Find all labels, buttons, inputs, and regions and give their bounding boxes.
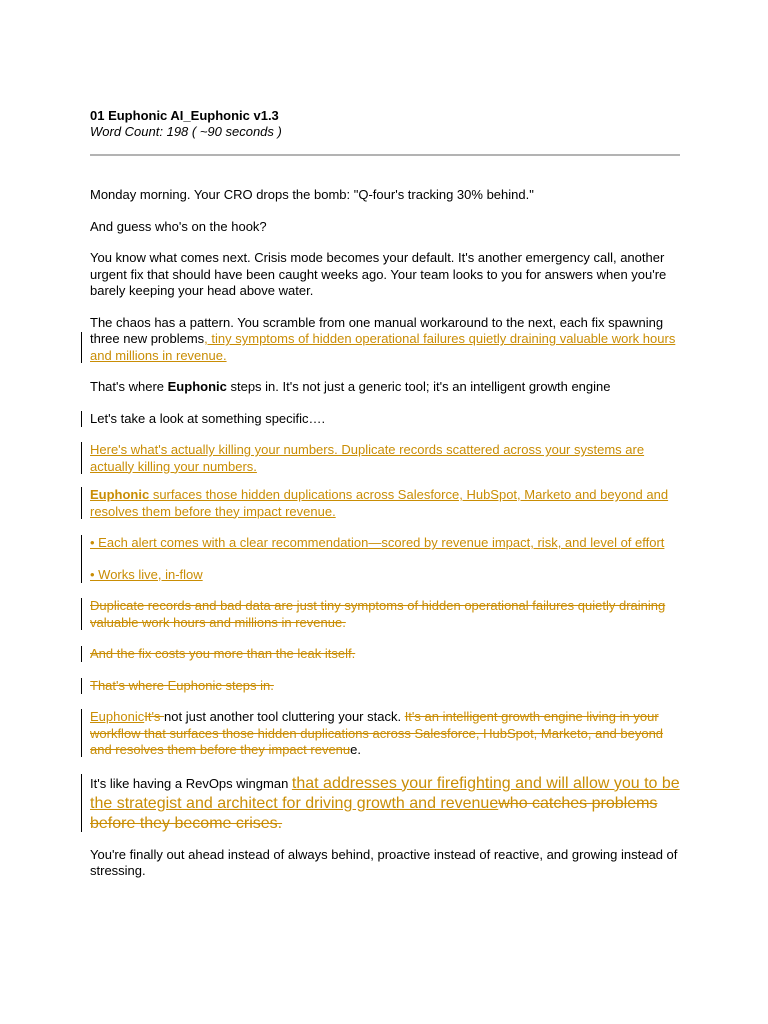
change-bar — [81, 678, 82, 694]
paragraph-tool — [90, 709, 680, 759]
paragraph-steps-deleted — [90, 678, 680, 695]
document-title: 01 Euphonic AI_Euphonic v1.3 — [90, 108, 279, 123]
paragraph-fix-deleted — [90, 646, 680, 663]
change-bar — [81, 332, 82, 363]
paragraph-alert — [90, 535, 680, 552]
insertion-bold: Euphonic — [90, 487, 150, 502]
paragraph-surfaces — [90, 487, 680, 520]
change-bar — [81, 598, 82, 630]
change-bar — [81, 774, 82, 832]
change-bar — [81, 487, 82, 519]
paragraph-hook: And guess who's on the hook? — [90, 218, 267, 234]
text-run: Let's take a look at something specific…. — [90, 410, 326, 426]
insertion: • Works live, in-flow — [90, 566, 203, 582]
header-divider — [90, 154, 680, 156]
insertion: surfaces those hidden duplications across Salesforce, HubSpot, Marketo and beyond and resolves them before they impact revenue. — [90, 487, 669, 519]
change-bar — [81, 567, 82, 583]
deletion: It's — [144, 709, 165, 724]
paragraph-killing — [90, 442, 680, 475]
paragraph-live — [90, 567, 680, 584]
text-run: e. — [350, 742, 361, 757]
paragraph-chaos — [90, 315, 680, 365]
paragraph-wingman — [90, 774, 680, 834]
deletion: And the fix costs you more than the leak itself. — [90, 646, 356, 661]
paragraph-closing: You're finally out ahead instead of always behind, proactive instead of reactive, and growing instead of stressing. — [90, 846, 678, 878]
paragraph-duplicate-deleted — [90, 598, 680, 631]
change-bar — [81, 411, 82, 427]
text-run: steps in. It's not just a generic tool; it's an intelligent growth engine — [226, 379, 611, 394]
text-run: not just another tool cluttering your stack. — [164, 709, 405, 724]
paragraph-specific — [90, 411, 680, 428]
change-bar — [81, 535, 82, 567]
text-run: It's like having a RevOps wingman — [90, 775, 292, 791]
document-subtitle: Word Count: 198 ( ~90 seconds ) — [90, 124, 282, 139]
insertion: Euphonic — [90, 709, 145, 724]
insertion: that addresses your firefighting and will allow you to be the strategist and architect for driving growth and revenue — [90, 774, 680, 812]
bold-euphonic: Euphonic — [167, 379, 227, 394]
text-run: The chaos has a pattern. You scramble from one manual workaround to the next, each fix spawning three new problems — [90, 314, 664, 346]
change-bar — [81, 442, 82, 474]
document-page — [90, 108, 680, 880]
paragraph-steps-in — [90, 379, 680, 396]
insertion: , tiny symptoms of hidden operational failures quietly draining valuable work hours and millions in revenue. — [90, 331, 676, 363]
insertion: • Each alert comes with a clear recommendation—scored by revenue impact, risk, and level of effort — [90, 535, 665, 550]
deletion: Duplicate records and bad data are just tiny symptoms of hidden operational failures quietly draining valuable work hours and millions in revenue. — [90, 598, 666, 630]
deletion: That's where Euphonic steps in. — [90, 677, 274, 693]
paragraph-crisis: You know what comes next. Crisis mode becomes your default. It's another emergency call, another urgent fix that should have been caught weeks ago. Your team looks to you for answers when you're barely keeping your head above water. — [90, 250, 667, 298]
change-bar — [81, 709, 82, 757]
deletion: who catches problems before they become crises. — [90, 794, 658, 832]
text-run: That's where — [90, 379, 168, 394]
change-bar — [81, 646, 82, 662]
deletion: It's an intelligent growth engine living in your workflow that surfaces those hidden duplications across Salesforce, HubSpot, Marketo, and beyond and resolves them before they impact revenu — [90, 709, 664, 757]
insertion: Here's what's actually killing your numbers. Duplicate records scattered across your systems are actually killing your numbers. — [90, 442, 645, 474]
paragraph-monday: Monday morning. Your CRO drops the bomb: "Q-four's tracking 30% behind." — [90, 187, 534, 202]
